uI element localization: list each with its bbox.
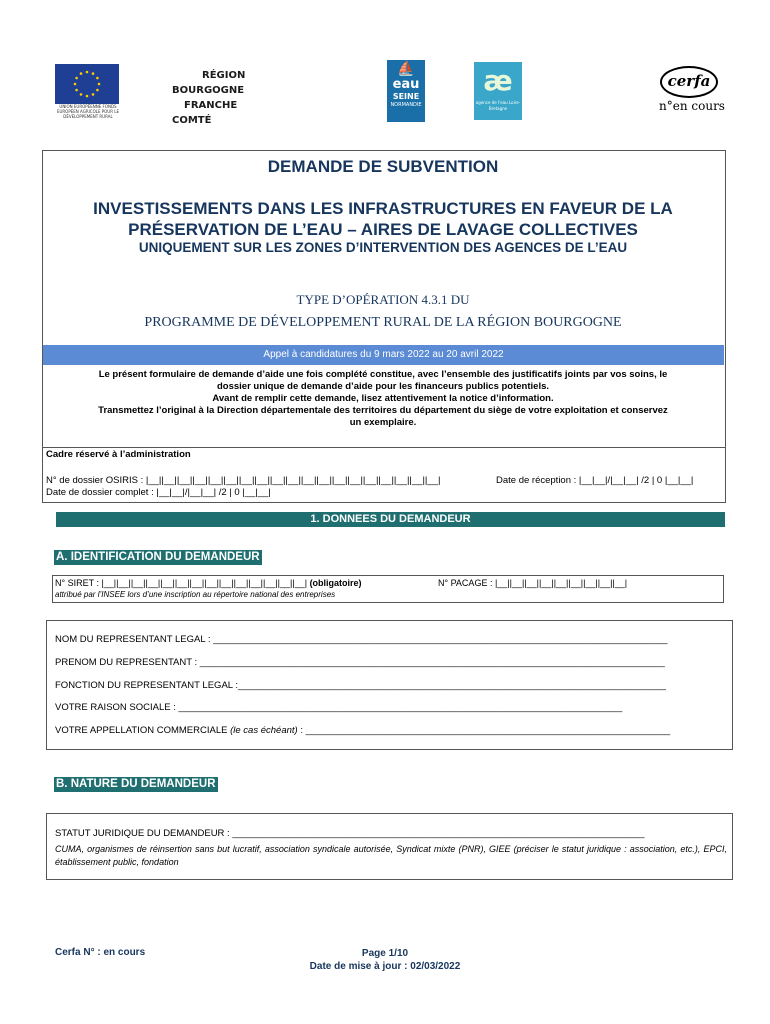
section-1-header: 1. DONNEES DU DEMANDEUR [56, 512, 725, 527]
eu-caption: UNION EUROPÉENNE FONDS EUROPÉEN AGRICOLE POUR LE DÉVELOPPEMENT RURAL [56, 104, 120, 119]
eau-line: eau [392, 77, 420, 92]
page-number: Page 1/10 [361, 948, 409, 959]
statut-juridique-field[interactable]: STATUT JURIDIQUE DU DEMANDEUR : ______________________________________________________________________________ [55, 828, 645, 839]
nom-representant-field[interactable]: NOM DU REPRESENTANT LEGAL : ______________________________________________________________________________________ [55, 634, 668, 645]
admin-title: Cadre réservé à l’administration [46, 449, 191, 460]
region-line: COMTÉ [172, 115, 212, 126]
appellation-note: (le cas échéant) [230, 725, 298, 736]
ae-sub: agence de l'eau Loire-Bretagne [475, 100, 521, 111]
eau-sub: NORMANDIE [390, 102, 422, 108]
subtitle-line: PRÉSERVATION DE L’EAU – AIRES DE LAVAGE COLLECTIVES [128, 220, 638, 239]
region-line: FRANCHE [184, 100, 238, 111]
eu-stars-icon [55, 64, 119, 104]
intro-line: Le présent formulaire de demande d’aide une fois complété constitue, avec l’ensemble des justificatifs joints par vos soins, le [98, 369, 668, 380]
cerfa-logo: cerfa [660, 66, 718, 98]
update-date: Date de mise à jour : 02/03/2022 [309, 961, 461, 972]
siret-field[interactable] [55, 578, 362, 588]
programme: PROGRAMME DE DÉVELOPPEMENT RURAL DE LA RÉGION BOURGOGNE [144, 315, 622, 330]
complete-date-field[interactable]: Date de dossier complet : |__|__|/|__|__| /2 | 0 |__|__| [46, 487, 271, 498]
appel-banner: Appel à candidatures du 9 mars 2022 au 20 avril 2022 [43, 345, 724, 365]
page-title: DEMANDE DE SUBVENTION [267, 157, 499, 176]
eau-line: SEINE [392, 92, 420, 101]
footer-cerfa: Cerfa N° : en cours [55, 947, 146, 958]
boat-icon: ⛵ [397, 61, 415, 77]
osiris-field[interactable]: N° de dossier OSIRIS : |__||__||__||__||__||__||__||__||__||__||__||__||__||__||__||__||__||__||__| [46, 475, 441, 486]
statut-note: CUMA, organismes de réinsertion sans but lucratif, association syndicale autorisée, Syndicat mixte (PNR), GIEE (préciser le statut juridique : association, etc.), EPCI, établissement public, fondation [55, 844, 727, 867]
raison-sociale-field[interactable]: VOTRE RAISON SOCIALE : ____________________________________________________________________________________ [55, 702, 623, 713]
intro-text [50, 369, 716, 429]
region-line: RÉGION [202, 70, 246, 81]
intro-line: un exemplaire. [349, 417, 417, 428]
agence-loire-bretagne-logo [474, 62, 522, 120]
pacage-field[interactable]: N° PACAGE : |__||__||__||__||__||__||__||__||__| [438, 578, 628, 588]
eau-seine-logo [387, 60, 425, 122]
region-logo [172, 68, 252, 128]
siret-note: attribué par l’INSEE lors d’une inscription au répertoire national des entreprises [55, 590, 336, 599]
section-b-header: B. NATURE DU DEMANDEUR [56, 778, 216, 790]
section-a-header: A. IDENTIFICATION DU DEMANDEUR [56, 551, 260, 563]
intro-line: Transmettez l’original à la Direction départementale des territoires du département du siège de votre exploitation et conservez [98, 405, 668, 416]
footer-page-info [250, 947, 520, 973]
type-operation: TYPE D’OPÉRATION 4.3.1 DU [296, 292, 470, 307]
cerfa-number: n°en cours [659, 99, 725, 113]
siret-label: N° SIRET : |__||__||__||__||__||__||__||__||__||__||__||__||__||__| [55, 578, 310, 588]
prenom-representant-field[interactable]: PRENOM DU REPRESENTANT : ________________________________________________________________________________________ [55, 657, 665, 668]
fonction-representant-field[interactable]: FONCTION DU REPRESENTANT LEGAL :_________________________________________________________________________________ [55, 680, 666, 691]
appellation-blank: : _____________________________________________________________________ [297, 725, 671, 736]
region-line: BOURGOGNE [172, 85, 245, 96]
ae-mark: æ [483, 64, 513, 97]
siret-required: (obligatoire) [309, 578, 362, 588]
eu-flag-logo [55, 64, 119, 104]
subtitle-line: INVESTISSEMENTS DANS LES INFRASTRUCTURES EN FAVEUR DE LA [93, 199, 673, 218]
subtitle-zones: UNIQUEMENT SUR LES ZONES D’INTERVENTION DES AGENCES DE L’EAU [138, 240, 628, 255]
reception-date-field[interactable]: Date de réception : |__|__|/|__|__| /2 | 0 |__|__| [496, 475, 694, 486]
intro-line: Avant de remplir cette demande, lisez attentivement la notice d’information. [212, 393, 554, 404]
subtitle [42, 198, 724, 240]
appellation-label: VOTRE APPELLATION COMMERCIALE [55, 725, 231, 736]
appellation-commerciale-field[interactable] [55, 725, 670, 736]
intro-line: dossier unique de demande d’aide pour les financeurs publics potentiels. [216, 381, 550, 392]
